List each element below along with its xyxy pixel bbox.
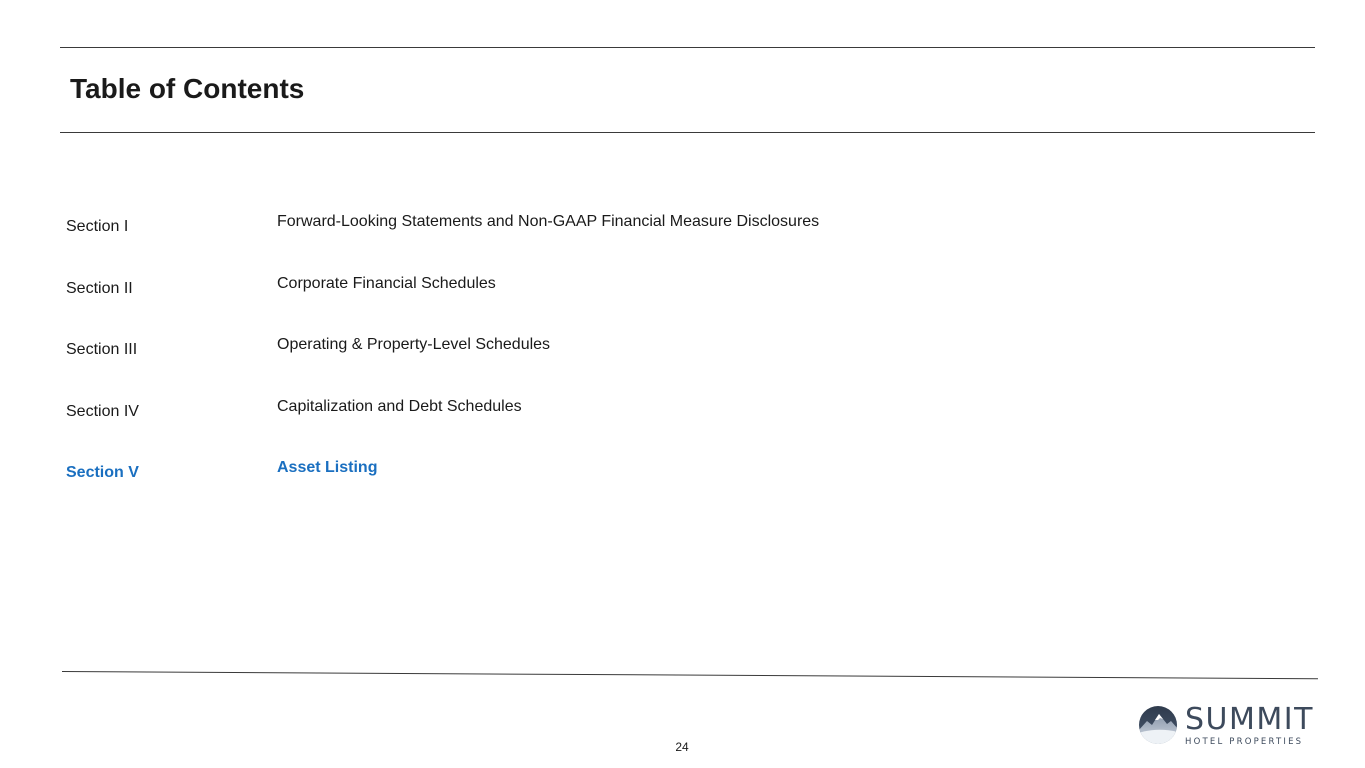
toc-section-title: Capitalization and Debt Schedules — [277, 398, 522, 415]
toc-section-label: Section II — [66, 280, 133, 297]
toc-section-label: Section III — [66, 341, 138, 358]
toc-section-title: Corporate Financial Schedules — [277, 275, 496, 292]
toc-item-section-5[interactable] — [0, 458, 1365, 488]
toc-section-label: Section V — [66, 464, 139, 481]
mountain-logo-icon — [1138, 705, 1178, 745]
header-top-rule — [60, 47, 1315, 48]
toc-item-section-1[interactable] — [0, 212, 1365, 242]
toc-item-section-2[interactable] — [0, 274, 1365, 304]
footer-rule — [62, 671, 1318, 679]
page-number: 24 — [675, 740, 689, 754]
toc-section-title: Operating & Property-Level Schedules — [277, 336, 551, 353]
toc-item-section-3[interactable] — [0, 335, 1365, 365]
header-bottom-rule — [60, 132, 1315, 133]
toc-section-title: Forward-Looking Statements and Non-GAAP Financial Measure Disclosures — [277, 213, 820, 230]
toc-section-title: Asset Listing — [277, 459, 378, 476]
logo-wordmark: SUMMIT — [1185, 702, 1314, 737]
logo-tagline: HOTEL PROPERTIES — [1185, 737, 1304, 747]
toc-section-label: Section I — [66, 218, 129, 235]
summit-logo — [1138, 703, 1318, 749]
page-title: Table of Contents — [70, 73, 305, 104]
toc-section-label: Section IV — [66, 403, 139, 420]
toc-item-section-4[interactable] — [0, 397, 1365, 427]
